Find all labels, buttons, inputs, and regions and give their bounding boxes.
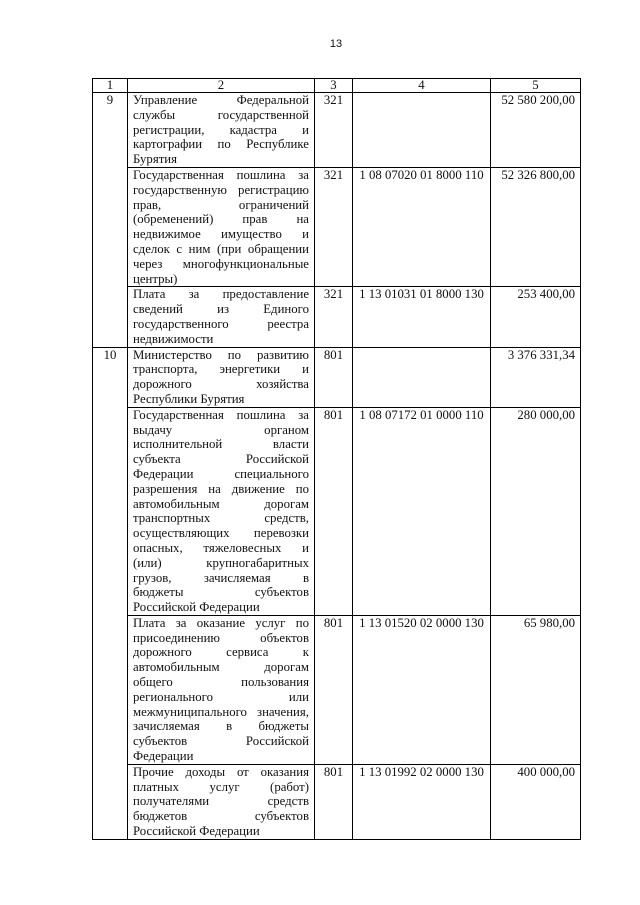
admin-code: 801 (315, 764, 353, 839)
name-line: службы государственной (133, 107, 309, 122)
name-line: получателями средств (133, 794, 309, 809)
name-line: Государственная пошлина за (133, 167, 309, 182)
revenue-name (128, 167, 315, 286)
revenue-name (128, 615, 315, 764)
name-line: дорожного сервиса к (133, 645, 309, 660)
name-line: дорожного хозяйства (133, 377, 309, 392)
name-line: субъектов Российской (133, 734, 309, 749)
name-line: центры) (133, 271, 178, 286)
name-line: присоединению объектов (133, 630, 309, 645)
name-line: Бурятия (133, 152, 178, 167)
amount: 280 000,00 (491, 407, 581, 615)
name-line: Плата за оказание услуг по (133, 615, 309, 630)
table-row (93, 615, 581, 764)
header-cell-2: 2 (128, 79, 315, 93)
header-cell-3: 3 (315, 79, 353, 93)
name-line: транспортных средств, (133, 511, 309, 526)
name-line: Федерации (133, 749, 194, 764)
budget-classification-code (353, 347, 491, 407)
revenue-name (128, 287, 315, 347)
name-line: исполнительной власти (133, 437, 309, 452)
name-line: разрешения на движение по (133, 481, 309, 496)
admin-code: 801 (315, 615, 353, 764)
name-line: Российской Федерации (133, 600, 260, 615)
budget-classification-code: 1 13 01992 02 0000 130 (353, 764, 491, 839)
name-line: Прочие доходы от оказания (133, 764, 309, 779)
revenue-name (128, 764, 315, 839)
name-line: картографии по Республике (133, 137, 309, 152)
table-row (93, 407, 581, 615)
name-line: транспорта, энергетики и (133, 362, 309, 377)
table-row (93, 167, 581, 286)
name-line: бюджеты субъектов (133, 585, 309, 600)
admin-code: 321 (315, 93, 353, 168)
name-line: Государственная пошлина за (133, 407, 309, 422)
admin-code: 321 (315, 167, 353, 286)
amount: 400 000,00 (491, 764, 581, 839)
name-line: автомобильным дорогам (133, 660, 309, 675)
header-cell-4: 4 (353, 79, 491, 93)
name-line: выдачу органом (133, 422, 309, 437)
budget-classification-code: 1 08 07020 01 8000 110 (353, 167, 491, 286)
revenue-name (128, 93, 315, 168)
name-line: государственного реестра (133, 316, 309, 331)
amount: 52 326 800,00 (491, 167, 581, 286)
name-line: сведений из Единого (133, 302, 309, 317)
name-line: субъекта Российской (133, 452, 309, 467)
group-number: 10 (93, 347, 128, 839)
admin-code: 801 (315, 407, 353, 615)
name-line: Российской Федерации (133, 824, 260, 839)
name-line: зачисляемая в бюджеты (133, 719, 309, 734)
group-number: 9 (93, 93, 128, 348)
name-line: через многофункциональные (133, 256, 309, 271)
table-row (93, 347, 581, 407)
name-line: (или) крупногабаритных (133, 555, 309, 570)
name-line: платных услуг (работ) (133, 779, 309, 794)
revenue-name (128, 347, 315, 407)
name-line: Республики Бурятия (133, 391, 245, 406)
name-line: (обременений) прав на (133, 212, 309, 227)
revenue-name (128, 407, 315, 615)
name-line: сделок с ним (при обращении (133, 241, 309, 256)
amount: 52 580 200,00 (491, 93, 581, 168)
admin-code: 321 (315, 287, 353, 347)
name-line: недвижимости (133, 331, 214, 346)
name-line: межмуниципального значения, (133, 704, 309, 719)
header-row (93, 79, 581, 93)
table-row (93, 764, 581, 839)
budget-classification-code (353, 93, 491, 168)
budget-classification-code: 1 08 07172 01 0000 110 (353, 407, 491, 615)
name-line: осуществляющих перевозки (133, 526, 309, 541)
name-line: опасных, тяжеловесных и (133, 540, 309, 555)
name-line: государственную регистрацию (133, 182, 309, 197)
page-number: 13 (329, 38, 343, 50)
name-line: Плата за предоставление (133, 287, 309, 302)
name-line: автомобильным дорогам (133, 496, 309, 511)
amount: 3 376 331,34 (491, 347, 581, 407)
name-line: регионального или (133, 689, 309, 704)
table-row (93, 287, 581, 347)
name-line: прав, ограничений (133, 197, 309, 212)
amount: 253 400,00 (491, 287, 581, 347)
name-line: общего пользования (133, 675, 309, 690)
admin-code: 801 (315, 347, 353, 407)
amount: 65 980,00 (491, 615, 581, 764)
name-line: бюджетов субъектов (133, 809, 309, 824)
budget-classification-code: 1 13 01031 01 8000 130 (353, 287, 491, 347)
table-row (93, 93, 581, 168)
name-line: Федерации специального (133, 466, 309, 481)
name-line: Министерство по развитию (133, 347, 309, 362)
name-line: недвижимое имущество и (133, 227, 309, 242)
budget-table (92, 78, 581, 840)
name-line: Управление Федеральной (133, 93, 309, 107)
name-line: грузов, зачисляемая в (133, 570, 309, 585)
budget-classification-code: 1 13 01520 02 0000 130 (353, 615, 491, 764)
header-cell-5: 5 (491, 79, 581, 93)
name-line: регистрации, кадастра и (133, 122, 309, 137)
header-cell-1: 1 (93, 79, 128, 93)
